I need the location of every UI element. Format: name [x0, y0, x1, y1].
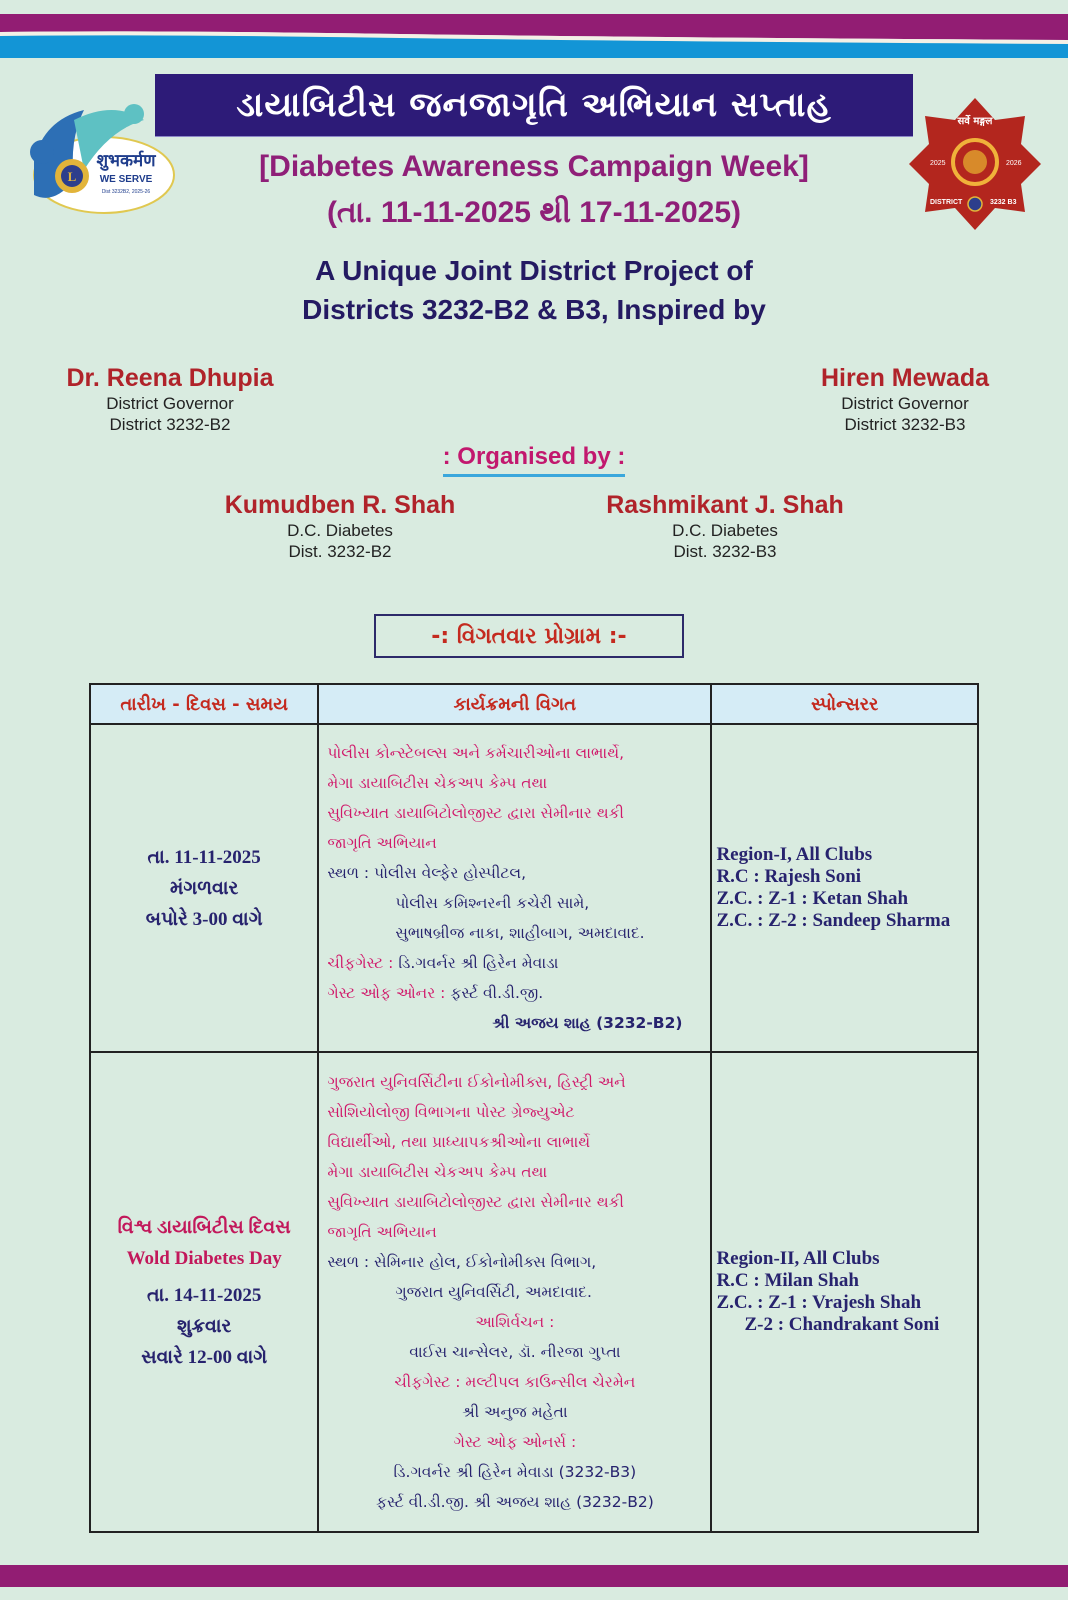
program-heading: -: વિગતવાર પ્રોગ્રામ :-: [431, 623, 627, 649]
event-time: સવારે 12-00 વાગે: [141, 1346, 268, 1368]
detail-purpose: પોલીસ કોન્સ્ટેબલ્સ અને કર્મચારીઓના લાભાર્થે,: [327, 744, 625, 762]
event-date: તા. 14-11-2025: [146, 1284, 262, 1306]
governor-b2-role: District Governor: [106, 394, 234, 413]
sponsor-line: Z.C. : Z-1 : Ketan Shah: [716, 888, 909, 909]
sponsor-line: Region-I, All Clubs: [716, 844, 873, 865]
guest-of-honour-1: ડિ.ગવર્નર શ્રી હિરેન મેવાડા (3232-B3): [393, 1463, 637, 1481]
organised-by-label: : Organised by :: [443, 443, 626, 477]
header-date-day-time: તારીખ - દિવસ - સમય: [90, 684, 318, 724]
detail-seminar: સુવિખ્યાત ડાયાબિટોલોજીસ્ટ દ્વારા સેમીનાર થકી: [327, 804, 624, 822]
logo-right-hindi: सर्वे मङ्गल: [957, 116, 993, 127]
sponsor-line: Z.C. : Z-1 : Vrajesh Shah: [716, 1292, 922, 1313]
sponsor-line: R.C : Rajesh Soni: [716, 866, 862, 887]
campaign-subtitle: [Diabetes Awareness Campaign Week]: [259, 150, 809, 183]
organiser-b3: [590, 491, 860, 562]
sponsor-line: R.C : Milan Shah: [716, 1270, 859, 1291]
logo-year-left: 2025: [930, 160, 946, 167]
event-date: તા. 11-11-2025: [147, 846, 261, 868]
detail-awareness: જાગૃતિ અભિયાન: [327, 1223, 437, 1241]
organiser-b3-name: Rashmikant J. Shah: [606, 491, 844, 519]
sponsor-line: Z.C. : Z-2 : Sandeep Sharma: [716, 910, 951, 931]
top-wave-decoration: [0, 0, 1068, 70]
campaign-dates: (તા. 11-11-2025 થી 17-11-2025): [326, 196, 742, 229]
lions-emblem-letter: L: [67, 169, 77, 184]
sponsor-cell: [711, 724, 978, 1052]
detail-camp: મેગા ડાયાબિટીસ ચેકઅપ કેમ્પ તથા: [327, 1163, 548, 1181]
detail-purpose-3: વિદ્યાર્થીઓ, તથા પ્રાધ્યાપકશ્રીઓના લાભાર્થે: [327, 1133, 591, 1151]
chief-guest: શ્રી અનુજ મહેતા: [462, 1403, 568, 1421]
guest-of-honour-name: શ્રી અજય શાહ (3232-B2): [492, 1014, 683, 1032]
sponsor-cell: [711, 1052, 978, 1532]
table-row: [90, 1052, 978, 1532]
chief-guest: ડિ.ગવર્નર શ્રી હિરેન મેવાડા: [398, 954, 559, 972]
detail-venue-line2: પોલીસ કમિશ્નરની કચેરી સામે,: [395, 894, 590, 912]
organiser-b2-role: D.C. Diabetes: [287, 521, 393, 540]
governor-b2-name: Dr. Reena Dhupia: [66, 364, 274, 392]
governor-b3: [800, 364, 1010, 435]
detail-cell: [318, 1052, 711, 1532]
date-cell: [90, 724, 318, 1052]
detail-cell: [318, 724, 711, 1052]
governor-b2: [50, 364, 290, 435]
guest-of-honour-label: ગેસ્ટ ઓફ ઓનર :: [327, 984, 446, 1002]
governor-b2-district: District 3232-B2: [109, 415, 231, 434]
guests-of-honour-label: ગેસ્ટ ઓફ ઓનર્સ :: [453, 1433, 577, 1451]
detail-purpose-2: સોશિયોલોજી વિભાગના પોસ્ટ ગ્રેજ્યુએટ: [327, 1103, 575, 1121]
table-header-row: [90, 684, 978, 724]
governor-b3-role: District Governor: [841, 394, 969, 413]
bottom-band-decoration: [0, 1565, 1068, 1587]
organiser-b2-name: Kumudben R. Shah: [224, 491, 456, 519]
header-sponsor: સ્પોન્સરર: [711, 684, 978, 724]
logo-district-number: 3232 B3: [990, 199, 1017, 206]
project-line-2: Districts 3232-B2 & B3, Inspired by: [302, 294, 766, 325]
guest-of-honour: ફર્સ્ટ વી.ડી.જી.: [450, 984, 544, 1002]
logo-tagline: WE SERVE: [99, 174, 153, 185]
event-occasion-gujarati: વિશ્વ ડાયાબિટીસ દિવસ: [117, 1216, 291, 1238]
logo-year-right: 2026: [1006, 160, 1022, 167]
detail-venue: સ્થળ : પોલીસ વેલ્ફેર હોસ્પીટલ,: [327, 864, 527, 882]
guest-of-honour-2: ફર્સ્ટ વી.ડી.જી. શ્રી અજય શાહ (3232-B2): [375, 1493, 654, 1511]
title-banner: [155, 74, 913, 136]
governor-b3-district: District 3232-B3: [844, 415, 966, 434]
blessing: વાઈસ ચાન્સેલર, ડૉ. નીરજા ગુપ્તા: [409, 1343, 621, 1361]
table-row: [90, 724, 978, 1052]
project-line-1: A Unique Joint District Project of: [315, 255, 753, 286]
governor-b3-name: Hiren Mewada: [820, 364, 990, 392]
logo-hindi-text: शुभकर्मण: [96, 151, 156, 171]
event-day: મંગળવાર: [169, 877, 239, 899]
sponsor-line: Z-2 : Chandrakant Soni: [744, 1314, 940, 1335]
detail-venue-line3: સુભાષબ્રીજ નાકા, શાહીબાગ, અમદાવાદ.: [395, 924, 645, 942]
chief-guest-label: ચીફગેસ્ટ :: [327, 954, 394, 972]
event-time: બપોરે 3-00 વાગે: [145, 908, 263, 930]
organiser-b3-district: Dist. 3232-B3: [673, 542, 777, 561]
organiser-b3-role: D.C. Diabetes: [672, 521, 778, 540]
detail-venue: સ્થળ : સેમિનાર હોલ, ઈકોનોમીક્સ વિભાગ,: [327, 1253, 597, 1271]
organised-by-heading: [0, 443, 1068, 477]
date-cell: [90, 1052, 318, 1532]
organiser-b2-district: Dist. 3232-B2: [288, 542, 392, 561]
schedule-table: [89, 683, 979, 1533]
logo-small-text: Dist 3232B2, 2025-26: [101, 189, 151, 195]
event-day: શુક્રવાર: [176, 1315, 232, 1337]
sponsor-line: Region-II, All Clubs: [716, 1248, 880, 1269]
detail-awareness: જાગૃતિ અભિયાન: [327, 834, 437, 852]
detail-venue-line2: ગુજરાત યુનિવર્સિટી, અમદાવાદ.: [395, 1283, 592, 1301]
title-gujarati: ડાયાબિટીસ જનજાગૃતિ અભિયાન સપ્તાહ: [236, 85, 832, 125]
program-heading-box: [374, 614, 684, 658]
event-occasion-english: Wold Diabetes Day: [126, 1247, 282, 1269]
blessing-label: આશિર્વચન :: [475, 1313, 555, 1331]
detail-seminar: સુવિખ્યાત ડાયાબિટોલોજીસ્ટ દ્વારા સેમીનાર થકી: [327, 1193, 624, 1211]
detail-camp: મેગા ડાયાબિટીસ ચેકઅપ કેમ્પ તથા: [327, 774, 548, 792]
organiser-b2: [210, 491, 470, 562]
logo-district-label: DISTRICT: [930, 199, 963, 206]
header-program-detail: કાર્યક્રમની વિગત: [318, 684, 711, 724]
chief-guest-label: ચીફગેસ્ટ : મલ્ટીપલ કાઉન્સીલ ચેરમેન: [394, 1373, 636, 1391]
detail-purpose-1: ગુજરાત યુનિવર્સિટીના ઈકોનોમીક્સ, હિસ્ટ્રી અને: [327, 1073, 626, 1091]
